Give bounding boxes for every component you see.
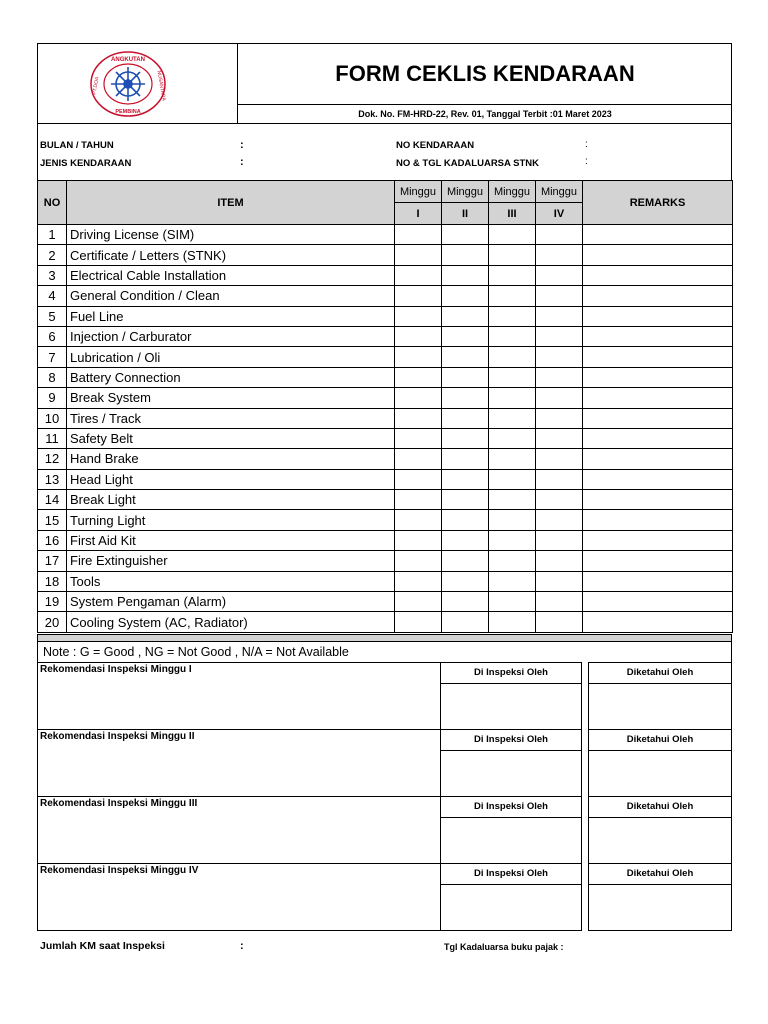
- remarks-cell[interactable]: [583, 510, 733, 530]
- check-cell-week-3[interactable]: [489, 367, 536, 387]
- acknowledged-by-signature-area[interactable]: [589, 752, 731, 796]
- remarks-cell[interactable]: [583, 490, 733, 510]
- row-item: Break Light: [67, 490, 395, 510]
- check-cell-week-1[interactable]: [395, 408, 442, 428]
- remarks-cell[interactable]: [583, 592, 733, 612]
- col-header-minggu-3: Minggu: [489, 181, 536, 203]
- recommendation-title: Rekomendasi Inspeksi Minggu I: [40, 664, 192, 675]
- check-cell-week-3[interactable]: [489, 306, 536, 326]
- check-cell-week-2[interactable]: [442, 306, 489, 326]
- row-item: Tires / Track: [67, 408, 395, 428]
- row-item: Fire Extinguisher: [67, 551, 395, 571]
- check-cell-week-2[interactable]: [442, 428, 489, 448]
- check-cell-week-4[interactable]: [536, 245, 583, 265]
- row-number: 8: [38, 367, 67, 387]
- col-header-minggu-1: Minggu: [395, 181, 442, 203]
- form-title: FORM CEKLIS KENDARAAN: [335, 61, 635, 86]
- inspected-by-signature-area[interactable]: [441, 819, 581, 863]
- row-number: 18: [38, 571, 67, 591]
- table-row: [38, 347, 733, 367]
- check-cell-week-2[interactable]: [442, 612, 489, 632]
- table-row: [38, 428, 733, 448]
- check-cell-week-3[interactable]: [489, 265, 536, 285]
- check-cell-week-2[interactable]: [442, 551, 489, 571]
- row-item: Fuel Line: [67, 306, 395, 326]
- no-kendaraan-label: NO KENDARAAN: [396, 140, 475, 151]
- table-row: [38, 225, 733, 245]
- check-cell-week-1[interactable]: [395, 571, 442, 591]
- logo-text-top: ANGKUTAN: [111, 57, 145, 63]
- inspected-by-signature-area[interactable]: [441, 886, 581, 930]
- check-cell-week-3[interactable]: [489, 592, 536, 612]
- check-cell-week-4[interactable]: [536, 347, 583, 367]
- check-cell-week-4[interactable]: [536, 551, 583, 571]
- recommendation-title: Rekomendasi Inspeksi Minggu III: [40, 798, 198, 809]
- row-item: Cooling System (AC, Radiator): [67, 612, 395, 632]
- check-cell-week-1[interactable]: [395, 225, 442, 245]
- acknowledged-by-signature-area[interactable]: [589, 886, 731, 930]
- km-label: Jumlah KM saat Inspeksi: [40, 940, 165, 952]
- check-cell-week-1[interactable]: [395, 510, 442, 530]
- inspected-by-signature-area[interactable]: [441, 685, 581, 729]
- check-cell-week-2[interactable]: [442, 388, 489, 408]
- check-cell-week-2[interactable]: [442, 592, 489, 612]
- check-cell-week-2[interactable]: [442, 490, 489, 510]
- remarks-cell[interactable]: [583, 408, 733, 428]
- row-number: 1: [38, 225, 67, 245]
- check-cell-week-3[interactable]: [489, 612, 536, 632]
- inspected-by-label: Di Inspeksi Oleh: [440, 662, 582, 684]
- check-cell-week-1[interactable]: [395, 449, 442, 469]
- check-cell-week-1[interactable]: [395, 245, 442, 265]
- check-cell-week-1[interactable]: [395, 347, 442, 367]
- check-cell-week-1[interactable]: [395, 469, 442, 489]
- logo-text-left: PT.DOA: [91, 76, 101, 96]
- col-header-item: ITEM: [67, 181, 395, 225]
- info-box: [37, 123, 732, 181]
- check-cell-week-3[interactable]: [489, 408, 536, 428]
- check-cell-week-2[interactable]: [442, 265, 489, 285]
- check-cell-week-1[interactable]: [395, 428, 442, 448]
- check-cell-week-2[interactable]: [442, 225, 489, 245]
- check-cell-week-3[interactable]: [489, 347, 536, 367]
- check-cell-week-3[interactable]: [489, 490, 536, 510]
- recommendation-title: Rekomendasi Inspeksi Minggu II: [40, 731, 195, 742]
- table-row: [38, 245, 733, 265]
- acknowledged-by-signature-area[interactable]: [589, 685, 731, 729]
- check-cell-week-2[interactable]: [442, 326, 489, 346]
- check-cell-week-2[interactable]: [442, 347, 489, 367]
- row-item: General Condition / Clean: [67, 286, 395, 306]
- table-row: [38, 551, 733, 571]
- remarks-cell[interactable]: [583, 286, 733, 306]
- row-number: 16: [38, 530, 67, 550]
- row-item: Battery Connection: [67, 367, 395, 387]
- jenis-kendaraan-label: JENIS KENDARAAN: [40, 158, 132, 169]
- remarks-cell[interactable]: [583, 388, 733, 408]
- check-cell-week-1[interactable]: [395, 592, 442, 612]
- check-cell-week-1[interactable]: [395, 388, 442, 408]
- check-cell-week-4[interactable]: [536, 612, 583, 632]
- table-row: [38, 571, 733, 591]
- row-number: 11: [38, 428, 67, 448]
- km-colon: :: [240, 940, 244, 952]
- check-cell-week-1[interactable]: [395, 286, 442, 306]
- check-cell-week-3[interactable]: [489, 428, 536, 448]
- check-cell-week-2[interactable]: [442, 510, 489, 530]
- row-number: 3: [38, 265, 67, 285]
- remarks-cell[interactable]: [583, 551, 733, 571]
- table-row: [38, 449, 733, 469]
- check-cell-week-3[interactable]: [489, 449, 536, 469]
- check-cell-week-2[interactable]: [442, 286, 489, 306]
- week-header-2: II: [442, 203, 489, 225]
- check-cell-week-1[interactable]: [395, 265, 442, 285]
- table-row: [38, 286, 733, 306]
- table-row: [38, 408, 733, 428]
- inspected-by-label: Di Inspeksi Oleh: [440, 863, 582, 885]
- check-cell-week-4[interactable]: [536, 326, 583, 346]
- check-cell-week-3[interactable]: [489, 469, 536, 489]
- row-number: 17: [38, 551, 67, 571]
- table-row: [38, 265, 733, 285]
- remarks-cell[interactable]: [583, 449, 733, 469]
- table-row: [38, 612, 733, 632]
- row-item: System Pengaman (Alarm): [67, 592, 395, 612]
- check-cell-week-3[interactable]: [489, 551, 536, 571]
- ship-wheel-icon: [111, 67, 145, 101]
- check-cell-week-2[interactable]: [442, 571, 489, 591]
- table-row: [38, 388, 733, 408]
- check-cell-week-3[interactable]: [489, 286, 536, 306]
- check-cell-week-1[interactable]: [395, 306, 442, 326]
- remarks-cell[interactable]: [583, 265, 733, 285]
- remarks-cell[interactable]: [583, 530, 733, 550]
- check-cell-week-4[interactable]: [536, 490, 583, 510]
- check-cell-week-3[interactable]: [489, 245, 536, 265]
- acknowledged-by-signature-area[interactable]: [589, 819, 731, 863]
- row-item: Break System: [67, 388, 395, 408]
- week-header-1: I: [395, 203, 442, 225]
- acknowledged-by-label: Diketahui Oleh: [588, 662, 732, 684]
- row-number: 13: [38, 469, 67, 489]
- remarks-cell[interactable]: [583, 306, 733, 326]
- row-item: Safety Belt: [67, 428, 395, 448]
- row-item: Certificate / Letters (STNK): [67, 245, 395, 265]
- row-number: 6: [38, 326, 67, 346]
- row-item: Driving License (SIM): [67, 225, 395, 245]
- check-cell-week-1[interactable]: [395, 490, 442, 510]
- table-row: [38, 592, 733, 612]
- week-header-3: III: [489, 203, 536, 225]
- table-row: [38, 530, 733, 550]
- document-info: Dok. No. FM-HRD-22, Rev. 01, Tanggal Terbit :01 Maret 2023: [358, 109, 612, 119]
- note-box: [37, 642, 732, 662]
- remarks-cell[interactable]: [583, 347, 733, 367]
- check-cell-week-4[interactable]: [536, 510, 583, 530]
- row-number: 14: [38, 490, 67, 510]
- row-number: 5: [38, 306, 67, 326]
- logo-text-right: NUSANTARA: [155, 70, 167, 102]
- row-number: 9: [38, 388, 67, 408]
- check-cell-week-4[interactable]: [536, 265, 583, 285]
- check-cell-week-2[interactable]: [442, 408, 489, 428]
- check-cell-week-2[interactable]: [442, 469, 489, 489]
- col-header-minggu-2: Minggu: [442, 181, 489, 203]
- tax-expiry-label: Tgl Kadaluarsa buku pajak :: [444, 942, 564, 952]
- remarks-cell[interactable]: [583, 571, 733, 591]
- check-cell-week-1[interactable]: [395, 551, 442, 571]
- company-logo: [88, 50, 168, 118]
- check-cell-week-2[interactable]: [442, 449, 489, 469]
- row-item: First Aid Kit: [67, 530, 395, 550]
- row-number: 12: [38, 449, 67, 469]
- col-header-no: NO: [38, 181, 67, 225]
- checklist-table: [37, 180, 733, 633]
- table-row: [38, 469, 733, 489]
- row-number: 10: [38, 408, 67, 428]
- remarks-cell[interactable]: [583, 612, 733, 632]
- inspected-by-label: Di Inspeksi Oleh: [440, 729, 582, 751]
- recommendation-title: Rekomendasi Inspeksi Minggu IV: [40, 865, 199, 876]
- remarks-cell[interactable]: [583, 428, 733, 448]
- no-tgl-stnk-colon: :: [585, 156, 588, 167]
- remarks-cell[interactable]: [583, 225, 733, 245]
- row-item: Injection / Carburator: [67, 326, 395, 346]
- legend-note: Note : G = Good , NG = Not Good , N/A = Not Available: [43, 645, 349, 659]
- check-cell-week-4[interactable]: [536, 306, 583, 326]
- row-item: Lubrication / Oli: [67, 347, 395, 367]
- col-header-minggu-4: Minggu: [536, 181, 583, 203]
- row-item: Head Light: [67, 469, 395, 489]
- row-number: 19: [38, 592, 67, 612]
- check-cell-week-4[interactable]: [536, 571, 583, 591]
- remarks-cell[interactable]: [583, 469, 733, 489]
- check-cell-week-1[interactable]: [395, 612, 442, 632]
- row-number: 7: [38, 347, 67, 367]
- no-kendaraan-colon: :: [585, 139, 588, 150]
- table-row: [38, 306, 733, 326]
- row-number: 20: [38, 612, 67, 632]
- jenis-kendaraan-colon: :: [240, 156, 244, 168]
- table-separator: [37, 634, 732, 642]
- check-cell-week-4[interactable]: [536, 469, 583, 489]
- checklist-rows: [38, 225, 733, 633]
- remarks-cell[interactable]: [583, 367, 733, 387]
- check-cell-week-4[interactable]: [536, 388, 583, 408]
- check-cell-week-3[interactable]: [489, 326, 536, 346]
- check-cell-week-1[interactable]: [395, 530, 442, 550]
- inspected-by-signature-area[interactable]: [441, 752, 581, 796]
- check-cell-week-3[interactable]: [489, 510, 536, 530]
- check-cell-week-3[interactable]: [489, 388, 536, 408]
- check-cell-week-2[interactable]: [442, 530, 489, 550]
- acknowledged-by-label: Diketahui Oleh: [588, 796, 732, 818]
- acknowledged-by-label: Diketahui Oleh: [588, 729, 732, 751]
- check-cell-week-4[interactable]: [536, 408, 583, 428]
- no-tgl-stnk-label: NO & TGL KADALUARSA STNK: [396, 158, 540, 169]
- row-item: Tools: [67, 571, 395, 591]
- logo-text-bottom: PEMBINA: [115, 109, 141, 115]
- bulan-tahun-label: BULAN / TAHUN: [40, 140, 114, 151]
- week-header-4: IV: [536, 203, 583, 225]
- check-cell-week-1[interactable]: [395, 326, 442, 346]
- bulan-tahun-colon: :: [240, 139, 244, 151]
- check-cell-week-4[interactable]: [536, 225, 583, 245]
- check-cell-week-4[interactable]: [536, 286, 583, 306]
- check-cell-week-3[interactable]: [489, 571, 536, 591]
- col-header-remarks: REMARKS: [583, 181, 733, 225]
- acknowledged-by-label: Diketahui Oleh: [588, 863, 732, 885]
- row-item: Electrical Cable Installation: [67, 265, 395, 285]
- table-row: [38, 326, 733, 346]
- check-cell-week-2[interactable]: [442, 367, 489, 387]
- check-cell-week-4[interactable]: [536, 367, 583, 387]
- table-row: [38, 510, 733, 530]
- row-item: Turning Light: [67, 510, 395, 530]
- check-cell-week-4[interactable]: [536, 530, 583, 550]
- check-cell-week-3[interactable]: [489, 530, 536, 550]
- check-cell-week-1[interactable]: [395, 367, 442, 387]
- row-item: Hand Brake: [67, 449, 395, 469]
- check-cell-week-4[interactable]: [536, 428, 583, 448]
- remarks-cell[interactable]: [583, 326, 733, 346]
- check-cell-week-3[interactable]: [489, 225, 536, 245]
- row-number: 15: [38, 510, 67, 530]
- table-row: [38, 367, 733, 387]
- check-cell-week-2[interactable]: [442, 245, 489, 265]
- row-number: 4: [38, 286, 67, 306]
- table-row: [38, 490, 733, 510]
- remarks-cell[interactable]: [583, 245, 733, 265]
- check-cell-week-4[interactable]: [536, 449, 583, 469]
- row-number: 2: [38, 245, 67, 265]
- check-cell-week-4[interactable]: [536, 592, 583, 612]
- inspected-by-label: Di Inspeksi Oleh: [440, 796, 582, 818]
